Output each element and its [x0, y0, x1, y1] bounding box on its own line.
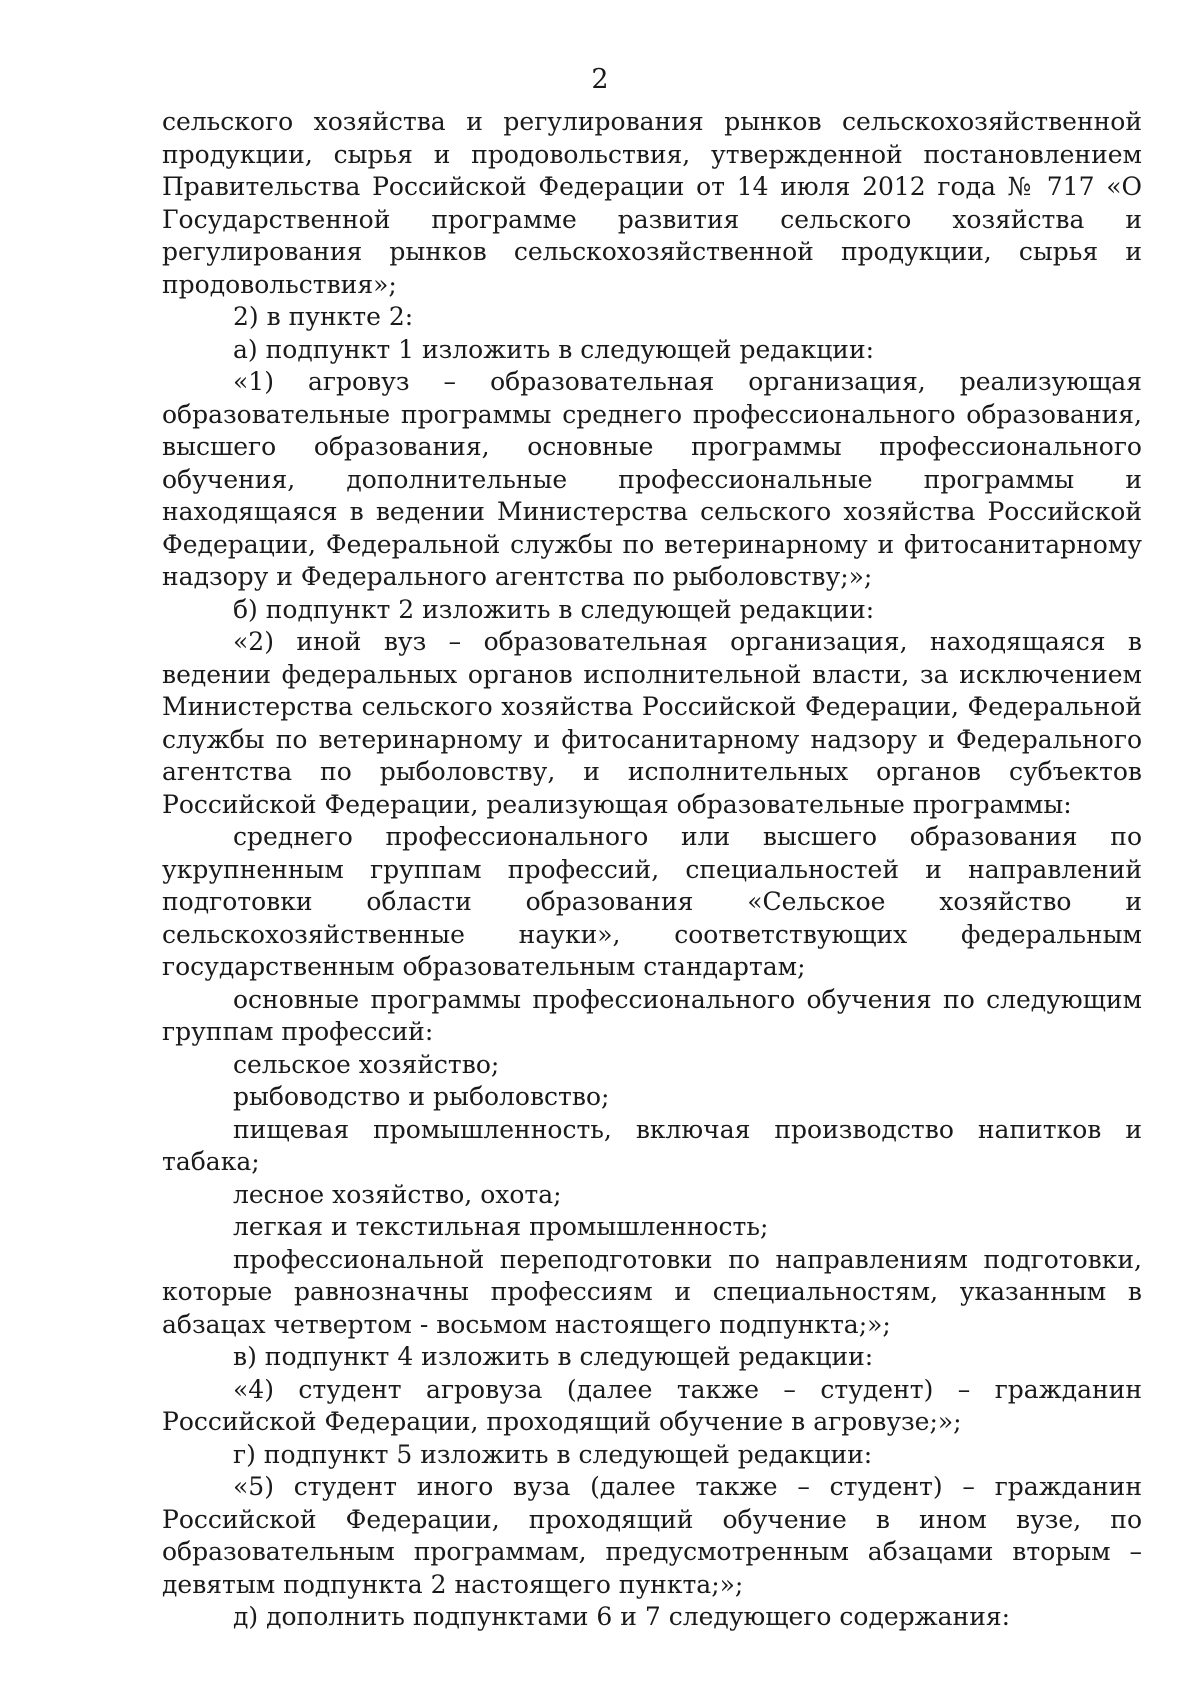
- list-item: сельское хозяйство;: [233, 1049, 500, 1079]
- paragraph: «4) студент агровуза (далее также – студент) – гражданин Российской Федерации, проходящий обучение в агровузе;»;: [162, 1374, 1142, 1436]
- paragraph: основные программы профессионального обучения по следующим группам профессий:: [162, 984, 1142, 1046]
- paragraph: среднего профессионального или высшего образования по укрупненным группам профессий, специальностей и направлений подготовки области образования «Сельское хозяйство и сельскохозяйственные науки», соответствующих федеральным государственным образовательным стандартам;: [162, 822, 1142, 981]
- paragraph-continuation: сельского хозяйства и регулирования рынков сельскохозяйственной продукции, сырья и продовольствия, утвержденной постановлением Правительства Российской Федерации от 14 июля 2012 года № 717 «О Государственной программе развития сельского хозяйства и регулирования рынков сельскохозяйственной продукции, сырья и продовольствия»;: [162, 107, 1142, 299]
- document-body: [162, 106, 1142, 1634]
- paragraph: б) подпункт 2 изложить в следующей редакции:: [233, 594, 875, 624]
- paragraph: а) подпункт 1 изложить в следующей редакции:: [233, 334, 875, 364]
- list-item: пищевая промышленность, включая производство напитков и табака;: [162, 1114, 1142, 1176]
- page-number: 2: [591, 64, 609, 95]
- paragraph: д) дополнить подпунктами 6 и 7 следующего содержания:: [233, 1602, 1011, 1631]
- paragraph: «1) агровуз – образовательная организация, реализующая образовательные программы среднего профессионального образования, высшего образования, основные программы профессионального обучения, дополнительные профессиональные программы и находящаяся в ведении Министерства сельского хозяйства Российской Федерации, Федеральной службы по ветеринарному и фитосанитарному надзору и Федерального агентства по рыболовству;»;: [162, 367, 1142, 591]
- list-item: легкая и текстильная промышленность;: [233, 1212, 769, 1241]
- list-item: лесное хозяйство, охота;: [233, 1179, 562, 1209]
- paragraph: г) подпункт 5 изложить в следующей редакции:: [233, 1439, 873, 1469]
- paragraph: профессиональной переподготовки по направлениям подготовки, которые равнозначны профессиям и специальностям, указанным в абзацах четвертом - восьмом настоящего подпункта;»;: [162, 1244, 1142, 1339]
- paragraph: в) подпункт 4 изложить в следующей редакции:: [233, 1342, 874, 1371]
- paragraph: 2) в пункте 2:: [233, 302, 414, 331]
- paragraph: «2) иной вуз – образовательная организация, находящаяся в ведении федеральных органов исполнительной власти, за исключением Министерства сельского хозяйства Российской Федерации, Федеральной службы по ветеринарному и фитосанитарному надзору и Федерального агентства по рыболовству, и исполнительных органов субъектов Российской Федерации, реализующая образовательные программы:: [162, 627, 1142, 819]
- list-item: рыбоводство и рыболовство;: [233, 1082, 610, 1111]
- paragraph: «5) студент иного вуза (далее также – студент) – гражданин Российской Федерации, проходящий обучение в ином вузе, по образовательным программам, предусмотренным абзацами вторым – девятым подпункта 2 настоящего пункта;»;: [162, 1472, 1142, 1599]
